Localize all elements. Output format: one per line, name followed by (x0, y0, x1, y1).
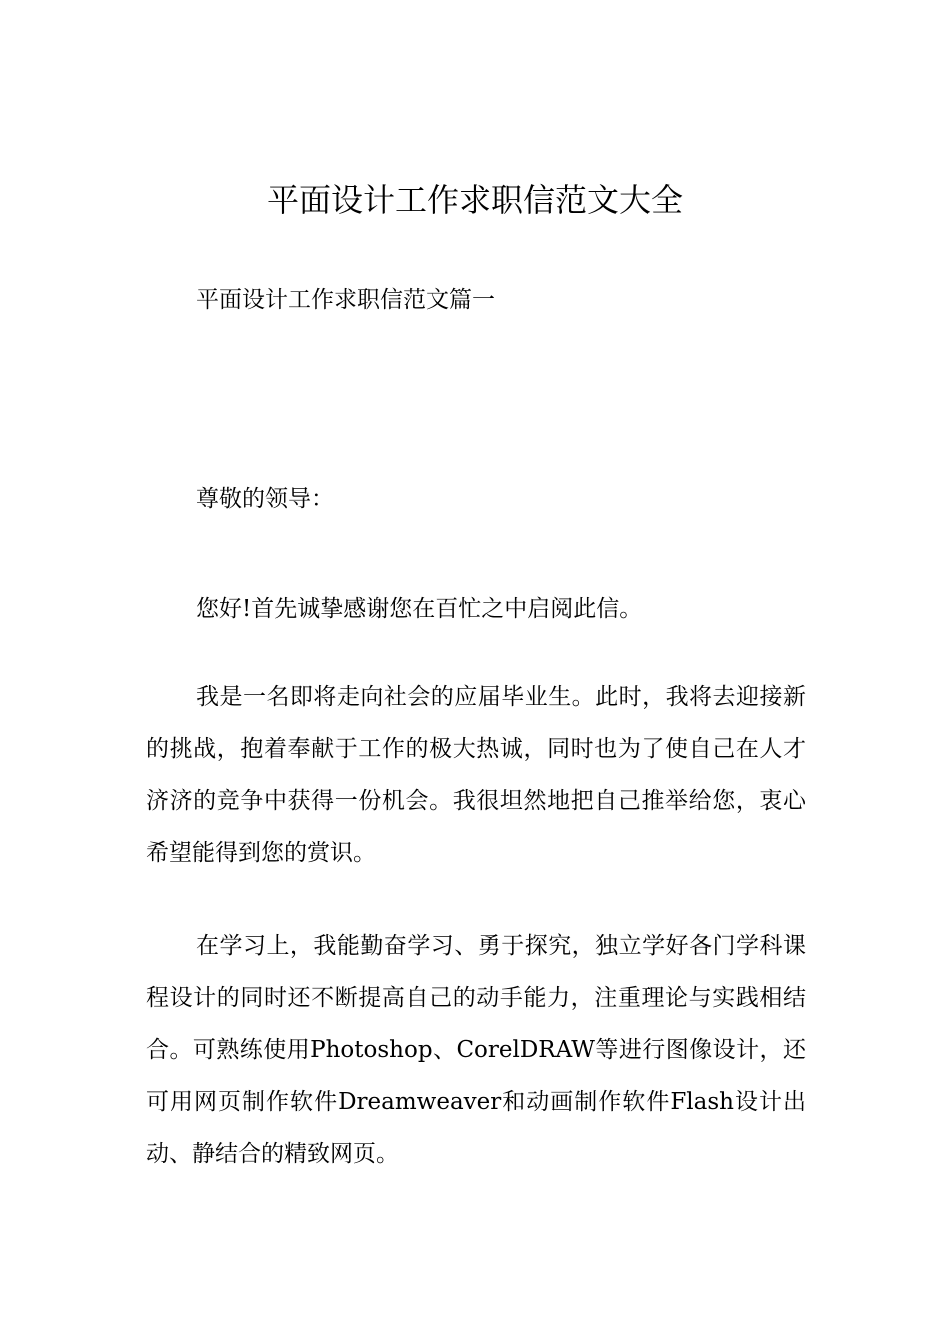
salutation: 尊敬的领导： (196, 486, 334, 512)
section-heading: 平面设计工作求职信范文篇一 (196, 287, 495, 313)
paragraph-study: 在学习上，我能勤奋学习、勇于探究，独立学好各门学科课程设计的同时还不断提高自己的动手能力，注重理论与实践相结合。可熟练使用Photoshop、CorelDRAW等进行图像设计，还可用网页制作软件Dreamweaver和动画制作软件Flash设计出动、静结合的精致网页。 (146, 933, 806, 1167)
paragraph-introduction: 我是一名即将走向社会的应届毕业生。此时，我将去迎接新的挑战，抱着奉献于工作的极大热诚，同时也为了使自己在人才济济的竞争中获得一份机会。我很坦然地把自己推举给您，衷心希望能得到您的赏识。 (146, 684, 806, 866)
paragraph-greeting: 您好!首先诚挚感谢您在百忙之中启阅此信。 (196, 596, 643, 622)
document-title: 平面设计工作求职信范文大全 (266, 181, 683, 219)
